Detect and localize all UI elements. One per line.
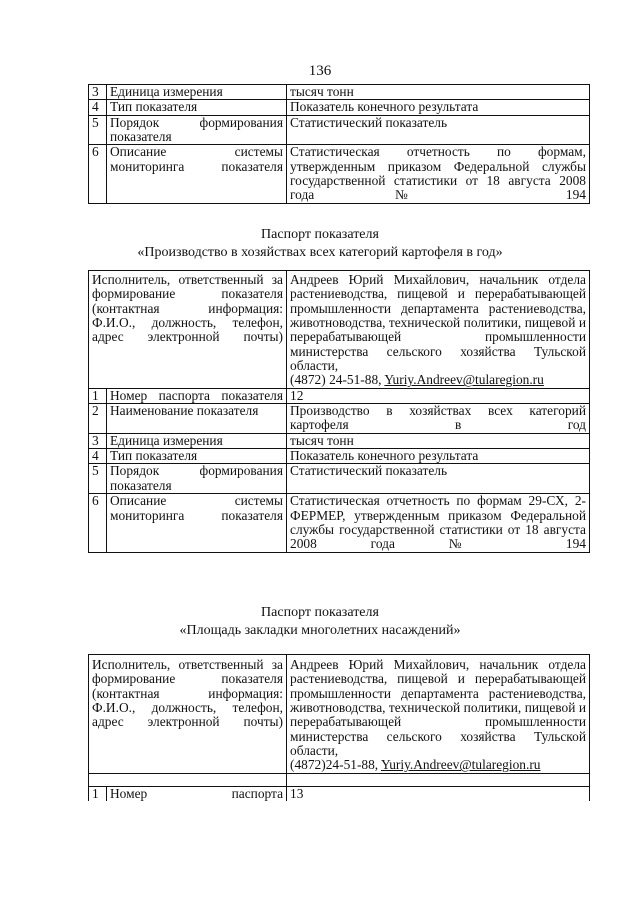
passport-table: [88, 654, 590, 801]
row-value: 12: [287, 388, 590, 403]
executor-email[interactable]: Yuriy.Andreev@tularegion.ru: [384, 372, 544, 388]
row-value: Статистическая отчетность по формам, утвержденным приказом Федеральной службы государственной статистики от 18 августа 2008 года № 194: [287, 145, 590, 203]
table-continuation: [88, 84, 590, 204]
executor-label: Исполнитель, ответственный за формирование показателя (контактная информация: Ф.И.О., должность, телефон, адрес электронной почты): [89, 655, 287, 774]
executor-contacts: [290, 373, 586, 387]
executor-value: Андреев Юрий Михайлович, начальник отдела растениеводства, пищевой и перерабатывающей промышленности департамента растениеводства, животноводства, технической политики, пищевой и перерабатывающей промышленности министерства сельского хозяйства Тульской области,: [290, 272, 586, 374]
row-label: Номер паспорта показателя: [107, 388, 287, 403]
row-number: 4: [89, 449, 107, 464]
row-label: Наименование показателя: [107, 404, 287, 434]
row-label: Порядок формирования показателя: [107, 464, 287, 494]
executor-phone: (4872) 24-51-88,: [290, 372, 382, 388]
passport-heading: [0, 604, 640, 639]
row-label: Описание системы мониторинга показателя: [107, 145, 287, 203]
executor-cell: [287, 271, 590, 389]
row-number: 3: [89, 433, 107, 448]
row-label: Описание системы мониторинга показателя: [107, 494, 287, 552]
row-label: Тип показателя: [107, 449, 287, 464]
row-number: 5: [89, 115, 107, 145]
executor-value: Андреев Юрий Михайлович, начальник отдела растениеводства, пищевой и перерабатывающей промышленности департамента растениеводства, животноводства, технической политики, пищевой и перерабатывающей промышленности министерства сельского хозяйства Тульской области,: [290, 657, 586, 759]
row-number: 2: [89, 404, 107, 434]
row-label: Единица измерения: [107, 85, 287, 100]
table-row: [89, 449, 590, 464]
heading-title: Паспорт показателя: [261, 227, 379, 242]
row-value: Статистический показатель: [287, 464, 590, 494]
table-row: [89, 433, 590, 448]
table-row: [89, 786, 590, 801]
spacer-cell: [287, 773, 590, 786]
row-number: 1: [89, 388, 107, 403]
executor-row: [89, 271, 590, 389]
executor-contacts: [290, 758, 586, 772]
heading-title: Паспорт показателя: [261, 605, 379, 620]
table-row: [89, 85, 590, 100]
row-value: тысяч тонн: [287, 433, 590, 448]
page-number: 136: [308, 63, 332, 79]
row-label: Единица измерения: [107, 433, 287, 448]
row-value: Производство в хозяйствах всех категорий картофеля в год: [287, 404, 590, 434]
row-number: 6: [89, 145, 107, 203]
row-value: тысяч тонн: [287, 85, 590, 100]
row-number: 1: [89, 786, 107, 801]
row-value: Статистический показатель: [287, 115, 590, 145]
table-row: [89, 145, 590, 203]
executor-phone: (4872)24-51-88,: [290, 757, 379, 773]
row-label: Порядок формирования показателя: [107, 115, 287, 145]
passport-table: [88, 270, 590, 553]
row-label: Тип показателя: [107, 100, 287, 115]
executor-email[interactable]: Yuriy.Andreev@tularegion.ru: [381, 757, 541, 773]
spacer-row: [89, 773, 590, 786]
heading-subtitle: «Площадь закладки многолетних насаждений»: [179, 622, 461, 638]
row-value: 13: [287, 786, 590, 801]
heading-subtitle: «Производство в хозяйствах всех категорий картофеля в год»: [137, 244, 503, 260]
row-label: Номер паспорта: [107, 786, 287, 801]
table-row: [89, 388, 590, 403]
table-row: [89, 464, 590, 494]
table-row: [89, 494, 590, 552]
row-number: 6: [89, 494, 107, 552]
table-row: [89, 115, 590, 145]
passport-heading: [0, 226, 640, 261]
table-row: [89, 404, 590, 434]
row-number: 3: [89, 85, 107, 100]
executor-label: Исполнитель, ответственный за формирование показателя (контактная информация: Ф.И.О., должность, телефон, адрес электронной почты): [89, 271, 287, 389]
executor-cell: [287, 655, 590, 774]
row-value: Показатель конечного результата: [287, 449, 590, 464]
row-number: 4: [89, 100, 107, 115]
table-row: [89, 100, 590, 115]
spacer-cell: [89, 773, 287, 786]
executor-row: [89, 655, 590, 774]
row-value: Показатель конечного результата: [287, 100, 590, 115]
row-number: 5: [89, 464, 107, 494]
row-value: Статистическая отчетность по формам 29-СХ, 2-ФЕРМЕР, утвержденным приказом Федеральной службы государственной статистики от 18 августа 2008 года № 194: [287, 494, 590, 552]
